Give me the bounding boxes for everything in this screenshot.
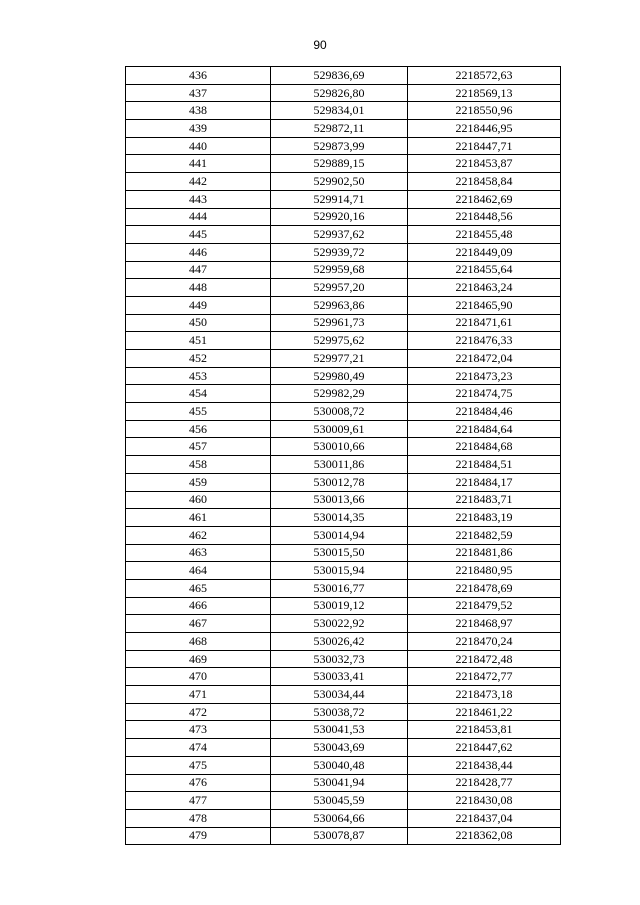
point-number-cell: 452 [126,350,271,368]
x-coordinate-cell: 530008,72 [271,403,408,421]
x-coordinate-cell: 530040,48 [271,756,408,774]
point-number-cell: 453 [126,367,271,385]
point-number-cell: 445 [126,226,271,244]
x-coordinate-cell: 529836,69 [271,67,408,85]
point-number-cell: 460 [126,491,271,509]
y-coordinate-cell: 2218470,24 [408,633,561,651]
coordinates-table [125,66,561,845]
point-number-cell: 464 [126,562,271,580]
point-number-cell: 469 [126,650,271,668]
table-row [126,84,561,102]
x-coordinate-cell: 529961,73 [271,314,408,332]
table-row [126,314,561,332]
point-number-cell: 457 [126,438,271,456]
x-coordinate-cell: 530014,94 [271,526,408,544]
x-coordinate-cell: 529872,11 [271,120,408,138]
x-coordinate-cell: 530043,69 [271,739,408,757]
y-coordinate-cell: 2218572,63 [408,67,561,85]
point-number-cell: 455 [126,403,271,421]
y-coordinate-cell: 2218478,69 [408,579,561,597]
table-row [126,456,561,474]
table-row [126,756,561,774]
point-number-cell: 442 [126,173,271,191]
x-coordinate-cell: 530064,66 [271,809,408,827]
x-coordinate-cell: 530013,66 [271,491,408,509]
table-row [126,473,561,491]
x-coordinate-cell: 530026,42 [271,633,408,651]
table-row [126,774,561,792]
y-coordinate-cell: 2218480,95 [408,562,561,580]
table-row [126,208,561,226]
point-number-cell: 466 [126,597,271,615]
table-row [126,809,561,827]
table-row [126,686,561,704]
point-number-cell: 467 [126,615,271,633]
y-coordinate-cell: 2218428,77 [408,774,561,792]
y-coordinate-cell: 2218483,19 [408,509,561,527]
point-number-cell: 451 [126,332,271,350]
x-coordinate-cell: 529937,62 [271,226,408,244]
x-coordinate-cell: 530022,92 [271,615,408,633]
y-coordinate-cell: 2218484,17 [408,473,561,491]
x-coordinate-cell: 530034,44 [271,686,408,704]
table-row [126,67,561,85]
point-number-cell: 479 [126,827,271,845]
x-coordinate-cell: 529826,80 [271,84,408,102]
x-coordinate-cell: 530015,50 [271,544,408,562]
table-row [126,403,561,421]
x-coordinate-cell: 529902,50 [271,173,408,191]
point-number-cell: 443 [126,190,271,208]
point-number-cell: 448 [126,279,271,297]
table-row [126,615,561,633]
table-row [126,261,561,279]
y-coordinate-cell: 2218473,18 [408,686,561,704]
table-row [126,579,561,597]
point-number-cell: 472 [126,703,271,721]
point-number-cell: 473 [126,721,271,739]
y-coordinate-cell: 2218472,48 [408,650,561,668]
table-row [126,597,561,615]
y-coordinate-cell: 2218483,71 [408,491,561,509]
point-number-cell: 447 [126,261,271,279]
x-coordinate-cell: 530015,94 [271,562,408,580]
table-row [126,137,561,155]
point-number-cell: 474 [126,739,271,757]
table-row [126,173,561,191]
x-coordinate-cell: 529977,21 [271,350,408,368]
y-coordinate-cell: 2218472,04 [408,350,561,368]
table-row [126,703,561,721]
table-row [126,668,561,686]
y-coordinate-cell: 2218474,75 [408,385,561,403]
x-coordinate-cell: 530014,35 [271,509,408,527]
y-coordinate-cell: 2218453,87 [408,155,561,173]
x-coordinate-cell: 530016,77 [271,579,408,597]
point-number-cell: 458 [126,456,271,474]
point-number-cell: 465 [126,579,271,597]
point-number-cell: 441 [126,155,271,173]
y-coordinate-cell: 2218481,86 [408,544,561,562]
y-coordinate-cell: 2218472,77 [408,668,561,686]
y-coordinate-cell: 2218362,08 [408,827,561,845]
y-coordinate-cell: 2218482,59 [408,526,561,544]
y-coordinate-cell: 2218479,52 [408,597,561,615]
y-coordinate-cell: 2218476,33 [408,332,561,350]
table-row [126,367,561,385]
y-coordinate-cell: 2218453,81 [408,721,561,739]
x-coordinate-cell: 529920,16 [271,208,408,226]
x-coordinate-cell: 530041,53 [271,721,408,739]
point-number-cell: 470 [126,668,271,686]
y-coordinate-cell: 2218463,24 [408,279,561,297]
x-coordinate-cell: 530032,73 [271,650,408,668]
point-number-cell: 475 [126,756,271,774]
point-number-cell: 446 [126,243,271,261]
point-number-cell: 462 [126,526,271,544]
y-coordinate-cell: 2218462,69 [408,190,561,208]
x-coordinate-cell: 529939,72 [271,243,408,261]
y-coordinate-cell: 2218473,23 [408,367,561,385]
y-coordinate-cell: 2218430,08 [408,792,561,810]
y-coordinate-cell: 2218550,96 [408,102,561,120]
x-coordinate-cell: 530041,94 [271,774,408,792]
y-coordinate-cell: 2218484,68 [408,438,561,456]
table-row [126,350,561,368]
table-row [126,526,561,544]
y-coordinate-cell: 2218447,71 [408,137,561,155]
table-row [126,120,561,138]
x-coordinate-cell: 529959,68 [271,261,408,279]
x-coordinate-cell: 530045,59 [271,792,408,810]
point-number-cell: 459 [126,473,271,491]
table-row [126,827,561,845]
point-number-cell: 444 [126,208,271,226]
table-row [126,544,561,562]
point-number-cell: 450 [126,314,271,332]
x-coordinate-cell: 529957,20 [271,279,408,297]
y-coordinate-cell: 2218484,46 [408,403,561,421]
x-coordinate-cell: 529889,15 [271,155,408,173]
page-number: 90 [313,38,327,52]
point-number-cell: 439 [126,120,271,138]
table-row [126,332,561,350]
point-number-cell: 477 [126,792,271,810]
point-number-cell: 456 [126,420,271,438]
x-coordinate-cell: 530019,12 [271,597,408,615]
y-coordinate-cell: 2218455,64 [408,261,561,279]
x-coordinate-cell: 529975,62 [271,332,408,350]
x-coordinate-cell: 530011,86 [271,456,408,474]
y-coordinate-cell: 2218448,56 [408,208,561,226]
table-row [126,279,561,297]
point-number-cell: 461 [126,509,271,527]
y-coordinate-cell: 2218484,64 [408,420,561,438]
y-coordinate-cell: 2218449,09 [408,243,561,261]
point-number-cell: 468 [126,633,271,651]
table-row [126,739,561,757]
table-row [126,491,561,509]
table-row [126,509,561,527]
table-row [126,296,561,314]
point-number-cell: 436 [126,67,271,85]
x-coordinate-cell: 530038,72 [271,703,408,721]
x-coordinate-cell: 529980,49 [271,367,408,385]
table-row [126,633,561,651]
x-coordinate-cell: 530033,41 [271,668,408,686]
point-number-cell: 454 [126,385,271,403]
table-row [126,562,561,580]
y-coordinate-cell: 2218437,04 [408,809,561,827]
x-coordinate-cell: 529982,29 [271,385,408,403]
table-row [126,155,561,173]
y-coordinate-cell: 2218438,44 [408,756,561,774]
point-number-cell: 478 [126,809,271,827]
table-row [126,650,561,668]
table-row [126,792,561,810]
point-number-cell: 471 [126,686,271,704]
table-row [126,721,561,739]
table-row [126,102,561,120]
point-number-cell: 449 [126,296,271,314]
y-coordinate-cell: 2218465,90 [408,296,561,314]
point-number-cell: 437 [126,84,271,102]
x-coordinate-cell: 530012,78 [271,473,408,491]
y-coordinate-cell: 2218455,48 [408,226,561,244]
x-coordinate-cell: 530010,66 [271,438,408,456]
y-coordinate-cell: 2218458,84 [408,173,561,191]
x-coordinate-cell: 529914,71 [271,190,408,208]
point-number-cell: 440 [126,137,271,155]
table-row [126,438,561,456]
x-coordinate-cell: 530078,87 [271,827,408,845]
x-coordinate-cell: 529873,99 [271,137,408,155]
y-coordinate-cell: 2218468,97 [408,615,561,633]
table-row [126,226,561,244]
y-coordinate-cell: 2218471,61 [408,314,561,332]
y-coordinate-cell: 2218446,95 [408,120,561,138]
y-coordinate-cell: 2218447,62 [408,739,561,757]
table-row [126,190,561,208]
point-number-cell: 438 [126,102,271,120]
x-coordinate-cell: 530009,61 [271,420,408,438]
y-coordinate-cell: 2218484,51 [408,456,561,474]
table-row [126,243,561,261]
x-coordinate-cell: 529963,86 [271,296,408,314]
coordinates-table-body [126,67,561,845]
y-coordinate-cell: 2218569,13 [408,84,561,102]
point-number-cell: 463 [126,544,271,562]
y-coordinate-cell: 2218461,22 [408,703,561,721]
table-row [126,420,561,438]
table-row [126,385,561,403]
x-coordinate-cell: 529834,01 [271,102,408,120]
point-number-cell: 476 [126,774,271,792]
